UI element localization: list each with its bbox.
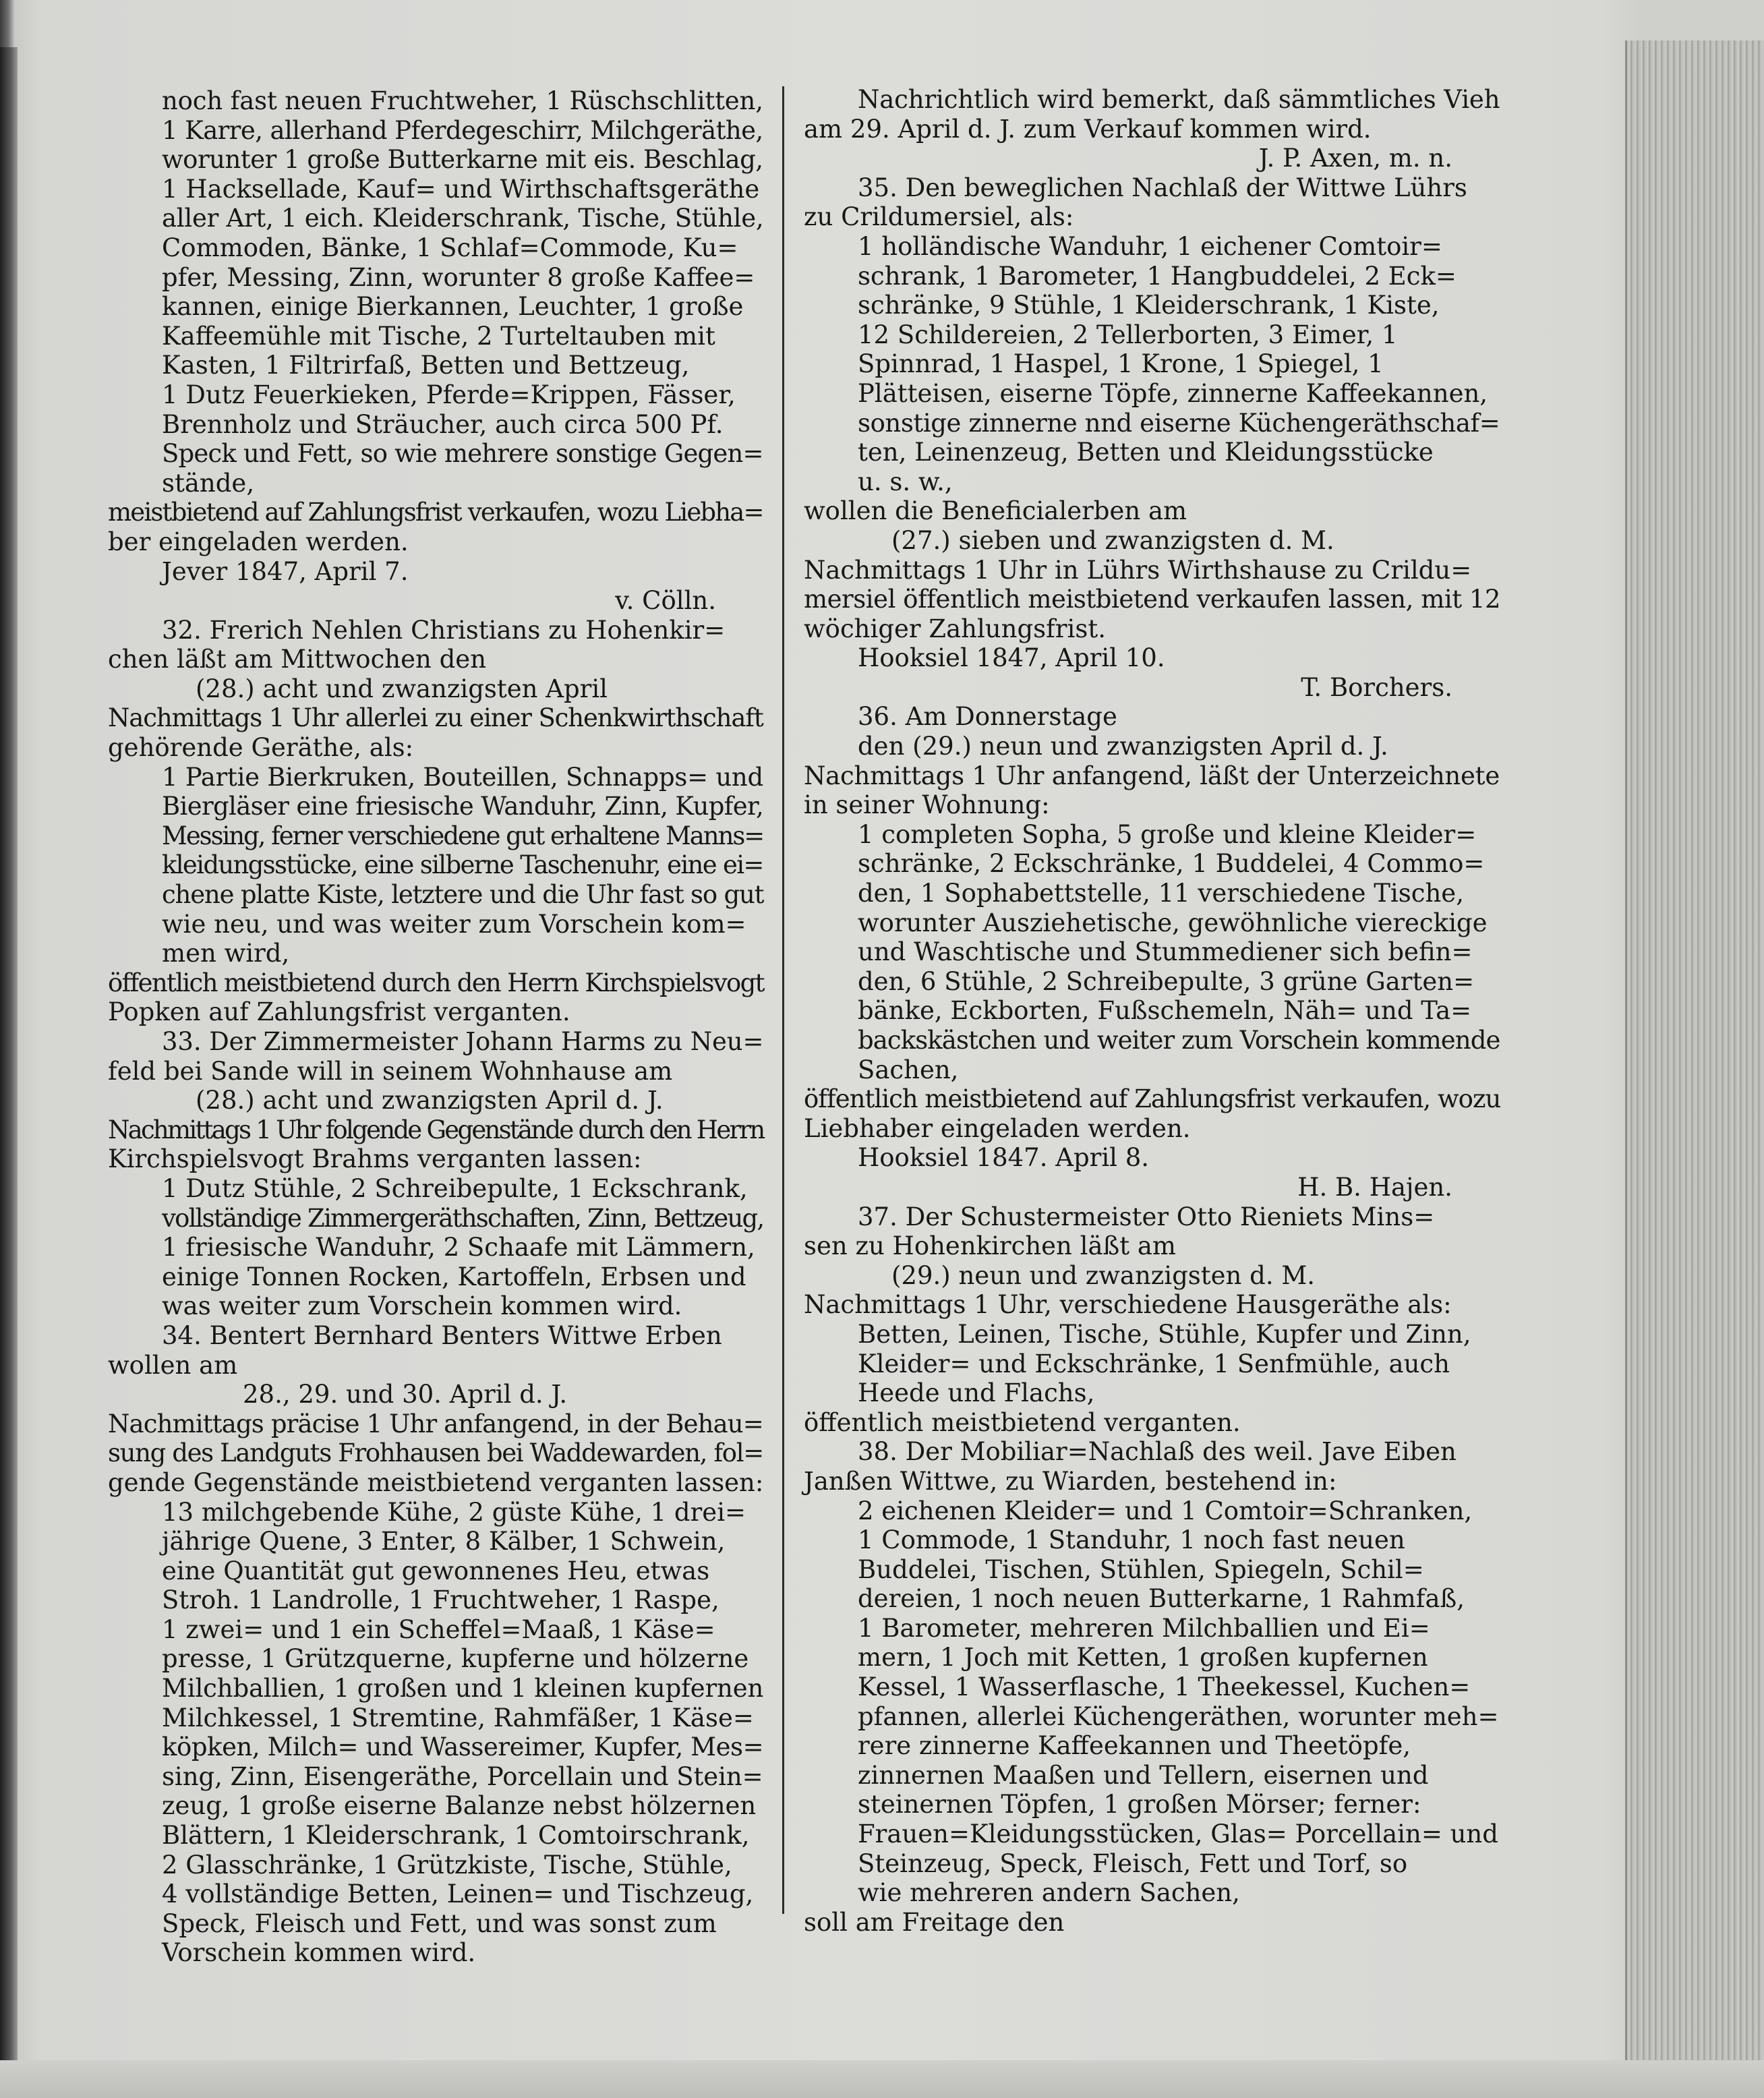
left-column-line: Kirchspielsvogt Brahms verganten lassen: [108,1144,642,1174]
left-column-line: noch fast neuen Fruchtweher, 1 Rüschschlitten, [162,86,763,115]
left-column-line: 28., 29. und 30. April d. J. [243,1380,568,1409]
right-column-line: Hooksiel 1847. April 8. [858,1143,1150,1173]
right-column-line: sen zu Hohenkirchen läßt am [804,1231,1177,1261]
left-column-line: Blättern, 1 Kleiderschrank, 1 Comtoirschrank, [162,1821,750,1851]
left-column-line: 32. Frerich Nehlen Christians zu Hohenkir= [162,615,726,645]
left-column-line: Milchkessel, 1 Stremtine, Rahmfäßer, 1 Käse= [162,1703,754,1732]
left-column-line: Speck und Fett, so wie mehrere sonstige Gegen= [162,439,763,469]
left-column-line: vollständige Zimmergeräthschaften, Zinn, Bettzeug, [162,1203,764,1233]
left-column-line: Popken auf Zahlungsfrist verganten. [108,997,570,1027]
left-column-line: Biergläser eine friesische Wanduhr, Zinn, Kupfer, [162,792,764,821]
left-column-line: Vorschein kommen wird. [162,1938,476,1968]
left-column-line: Jever 1847, April 7. [162,556,409,586]
right-column-line: Nachrichtlich wird bemerkt, daß sämmtliches Vieh [858,85,1500,114]
left-column-line: Nachmittags 1 Uhr folgende Gegenstände durch den Herrn [108,1115,764,1144]
right-column-line: und Waschtische und Stummediener sich befin= [858,937,1473,967]
left-column-line: meistbietend auf Zahlungsfrist verkaufen, wozu Liebha= [108,498,763,527]
left-column-line: v. Cölln. [615,586,716,616]
right-column-line: öffentlich meistbietend verganten. [804,1407,1241,1437]
left-column-line: 1 Karre, allerhand Pferdegeschirr, Milchgeräthe, [162,115,763,145]
right-column-line: 12 Schildereien, 2 Tellerborten, 3 Eimer, 1 [858,320,1398,349]
left-column-line: was weiter zum Vorschein kommen wird. [162,1291,682,1321]
right-column-line: zinnernen Maaßen und Tellern, eisernen und [858,1760,1429,1790]
left-column-line: sung des Landguts Frohhausen bei Waddewarden, fol= [108,1438,763,1468]
left-column-line: (28.) acht und zwanzigsten April [196,674,608,703]
left-column-line: 1 zwei= und 1 ein Scheffel=Maaß, 1 Käse= [162,1614,715,1644]
right-column-line: wie mehreren andern Sachen, [858,1878,1240,1908]
right-column-line: Spinnrad, 1 Haspel, 1 Krone, 1 Spiegel, 1 [858,349,1384,379]
left-column-line: 2 Glasschränke, 1 Grützkiste, Tische, Stühle, [162,1850,732,1880]
left-column-line: zeug, 1 große eiserne Balanze nebst hölzernen [162,1791,757,1821]
right-column-line: schrank, 1 Barometer, 1 Hangbuddelei, 2 Eck= [858,261,1457,291]
right-column-line: backskästchen und weiter zum Vorschein kommende [858,1026,1500,1055]
right-column-line: den, 1 Sophabettstelle, 11 verschiedene Tische, [858,879,1464,908]
left-column-line: Brennholz und Sträucher, auch circa 500 Pf. [162,409,724,439]
right-column-line: Plätteisen, eiserne Töpfe, zinnerne Kaffeekannen, [858,378,1488,408]
right-column-line: öffentlich meistbietend auf Zahlungsfrist verkaufen, wozu [804,1084,1501,1114]
right-column-line: steinernen Töpfen, 1 großen Mörser; ferner: [858,1790,1421,1819]
right-column-line: mern, 1 Joch mit Ketten, 1 großen kupfernen [858,1643,1428,1672]
right-column-line: Hooksiel 1847, April 10. [858,643,1165,673]
right-column-line: J. P. Axen, m. n. [1258,144,1452,173]
book-page-edges [1625,40,1764,2064]
right-column-line: Nachmittags 1 Uhr anfangend, läßt der Unterzeichnete [804,761,1500,790]
right-column-line: schränke, 9 Stühle, 1 Kleiderschrank, 1 Kiste, [858,291,1440,320]
left-column-line: 34. Bentert Bernhard Benters Wittwe Erben [162,1320,722,1350]
right-column-line: dereien, 1 noch neuen Butterkarne, 1 Rahmfaß, [858,1584,1465,1614]
right-text-column [804,85,1500,1937]
left-column-line: Stroh. 1 Landrolle, 1 Fruchtweher, 1 Raspe, [162,1585,719,1615]
left-column-line: Speck, Fleisch und Fett, und was sonst zum [162,1908,717,1938]
left-column-line: Nachmittags präcise 1 Uhr anfangend, in der Behau= [108,1409,763,1438]
right-column-line: schränke, 2 Eckschränke, 1 Buddelei, 4 Commo= [858,849,1485,879]
right-column-line: (29.) neun und zwanzigsten d. M. [891,1260,1315,1290]
right-column-line: zu Crildumersiel, als: [804,202,1074,232]
right-column-line: rere zinnerne Kaffeekannen und Theetöpfe, [858,1731,1411,1761]
right-column-line: Nachmittags 1 Uhr in Lührs Wirthshause zu Crildu= [804,555,1472,585]
left-column-line: Kasten, 1 Filtrirfaß, Betten und Bettzeug, [162,351,690,380]
right-column-line: Frauen=Kleidungsstücken, Glas= Porcellain= und [858,1819,1498,1849]
left-column-line: 13 milchgebende Kühe, 2 güste Kühe, 1 drei= [162,1497,746,1527]
book-gutter-shadow [0,47,18,2064]
right-column-line: Buddelei, Tischen, Stühlen, Spiegeln, Schil= [858,1554,1424,1584]
right-column-line: Sachen, [858,1055,959,1084]
right-column-line: Steinzeug, Speck, Fleisch, Fett und Torf, so [858,1848,1408,1878]
left-column-line: aller Art, 1 eich. Kleiderschrank, Tische, Stühle, [162,204,764,233]
right-column-line: Heede und Flachs, [858,1378,1095,1408]
left-column-line: ber eingeladen werden. [108,527,409,556]
left-column-line: Messing, ferner verschiedene gut erhaltene Manns= [162,821,764,850]
left-column-line: presse, 1 Grützquerne, kupferne und hölzerne [162,1644,749,1674]
right-column-line: 1 completen Sopha, 5 große und kleine Kleider= [858,819,1477,849]
left-column-line: chene platte Kiste, letztere und die Uhr fast so gut [162,880,764,910]
right-column-line: 36. Am Donnerstage [858,702,1117,732]
left-column-line: eine Quantität gut gewonnenes Heu, etwas [162,1556,710,1585]
left-column-line: Milchballien, 1 großen und 1 kleinen kupfernen [162,1674,764,1703]
left-column-line: kleidungsstücke, eine silberne Taschenuhr, eine ei= [162,850,763,880]
left-column-line: kannen, einige Bierkannen, Leuchter, 1 große [162,292,744,322]
left-column-line: Nachmittags 1 Uhr allerlei zu einer Schenkwirthschaft [108,703,763,733]
right-column-line: 1 holländische Wanduhr, 1 eichener Comtoir= [858,231,1442,261]
right-column-line: 1 Barometer, mehreren Milchballien und Ei= [858,1613,1430,1643]
right-column-line: worunter Ausziehetische, gewöhnliche viereckige [858,908,1488,937]
right-column-line: Nachmittags 1 Uhr, verschiedene Hausgeräthe als: [804,1290,1452,1320]
left-column-line: wollen am [108,1350,238,1380]
right-column-line: 1 Commode, 1 Standuhr, 1 noch fast neuen [858,1525,1405,1555]
right-column-line: u. s. w., [858,467,953,496]
left-column-line: 1 Partie Bierkruken, Bouteillen, Schnapps= und [162,762,763,792]
left-column-line: 1 Hacksellade, Kauf= und Wirthschaftsgeräthe [162,174,760,204]
left-column-line: (28.) acht und zwanzigsten April d. J. [196,1086,664,1115]
right-column-line: 2 eichenen Kleider= und 1 Comtoir=Schranken, [858,1496,1473,1525]
right-column-line: am 29. April d. J. zum Verkauf kommen wird. [804,114,1372,144]
right-column-line: den, 6 Stühle, 2 Schreibepulte, 3 grüne Garten= [858,966,1475,996]
right-column-line: bänke, Eckborten, Fußschemeln, Näh= und Ta= [858,996,1472,1026]
right-column-line: wöchiger Zahlungsfrist. [804,614,1106,643]
left-column-line: einige Tonnen Rocken, Kartoffeln, Erbsen und [162,1262,746,1291]
right-column-line: wollen die Beneficialerben am [804,496,1187,526]
right-column-line: Kessel, 1 Wasserflasche, 1 Theekessel, Kuchen= [858,1672,1471,1702]
left-column-line: feld bei Sande will in seinem Wohnhause am [108,1056,673,1086]
left-column-line: 1 Dutz Feuerkieken, Pferde=Krippen, Fässer, [162,380,736,409]
right-column-line: soll am Freitage den [804,1907,1065,1937]
left-column-line: Commoden, Bänke, 1 Schlaf=Commode, Ku= [162,233,738,262]
left-column-line: 33. Der Zimmermeister Johann Harms zu Neu= [162,1027,764,1056]
left-column-line: öffentlich meistbietend durch den Herrn Kirchspielsvogt [108,968,764,997]
left-column-line: 4 vollständige Betten, Leinen= und Tischzeug, [162,1880,754,1909]
right-column-line: H. B. Hajen. [1297,1172,1452,1202]
left-text-column [108,86,763,1968]
right-column-line: mersiel öffentlich meistbietend verkaufen lassen, mit 12 [804,585,1501,614]
right-column-line: 35. Den beweglichen Nachlaß der Wittwe Lührs [858,173,1467,202]
right-column-line: den (29.) neun und zwanzigsten April d. J. [858,732,1388,761]
left-column-line: Kaffeemühle mit Tische, 2 Turteltauben mit [162,321,715,351]
left-column-line: stände, [162,468,255,498]
left-column-line: gehörende Geräthe, als: [108,733,414,763]
column-divider-rule [782,86,784,1914]
right-column-line: T. Borchers. [1301,672,1452,702]
left-column-line: men wird, [162,939,290,968]
left-column-line: 1 Dutz Stühle, 2 Schreibepulte, 1 Eckschrank, [162,1173,748,1203]
right-column-line: 37. Der Schustermeister Otto Rieniets Mins= [858,1202,1435,1231]
left-column-line: gende Gegenstände meistbietend verganten lassen: [108,1467,764,1497]
right-column-line: (27.) sieben und zwanzigsten d. M. [891,525,1334,555]
left-column-line: sing, Zinn, Eisengeräthe, Porcellain und Stein= [162,1761,763,1791]
right-column-line: 38. Der Mobiliar=Nachlaß des weil. Jave Eiben [858,1437,1457,1467]
left-column-line: jährige Quene, 3 Enter, 8 Kälber, 1 Schwein, [162,1527,726,1556]
left-column-line: chen läßt am Mittwochen den [108,645,487,674]
left-column-line: köpken, Milch= und Wassereimer, Kupfer, Mes= [162,1732,764,1762]
left-column-line: 1 friesische Wanduhr, 2 Schaafe mit Lämmern, [162,1233,755,1262]
right-column-line: Betten, Leinen, Tische, Stühle, Kupfer und Zinn, [858,1319,1471,1349]
right-column-line: Kleider= und Eckschränke, 1 Senfmühle, auch [858,1349,1450,1378]
page-bottom-edge [0,2060,1764,2098]
bleed-through-text [1571,101,1625,1484]
right-column-line: in seiner Wohnung: [804,790,1050,820]
right-column-line: pfannen, allerlei Küchengeräthen, worunter meh= [858,1701,1499,1731]
left-column-line: wie neu, und was weiter zum Vorschein kom= [162,909,746,939]
right-column-line: Liebhaber eingeladen werden. [804,1113,1191,1143]
right-column-line: ten, Leinenzeug, Betten und Kleidungsstücke [858,438,1434,467]
right-column-line: Janßen Wittwe, zu Wiarden, bestehend in: [804,1466,1337,1496]
right-column-line: sonstige zinnerne nnd eiserne Küchengeräthschaf= [858,408,1500,438]
left-column-line: worunter 1 große Butterkarne mit eis. Beschlag, [162,145,763,175]
left-column-line: pfer, Messing, Zinn, worunter 8 große Kaffee= [162,262,755,292]
